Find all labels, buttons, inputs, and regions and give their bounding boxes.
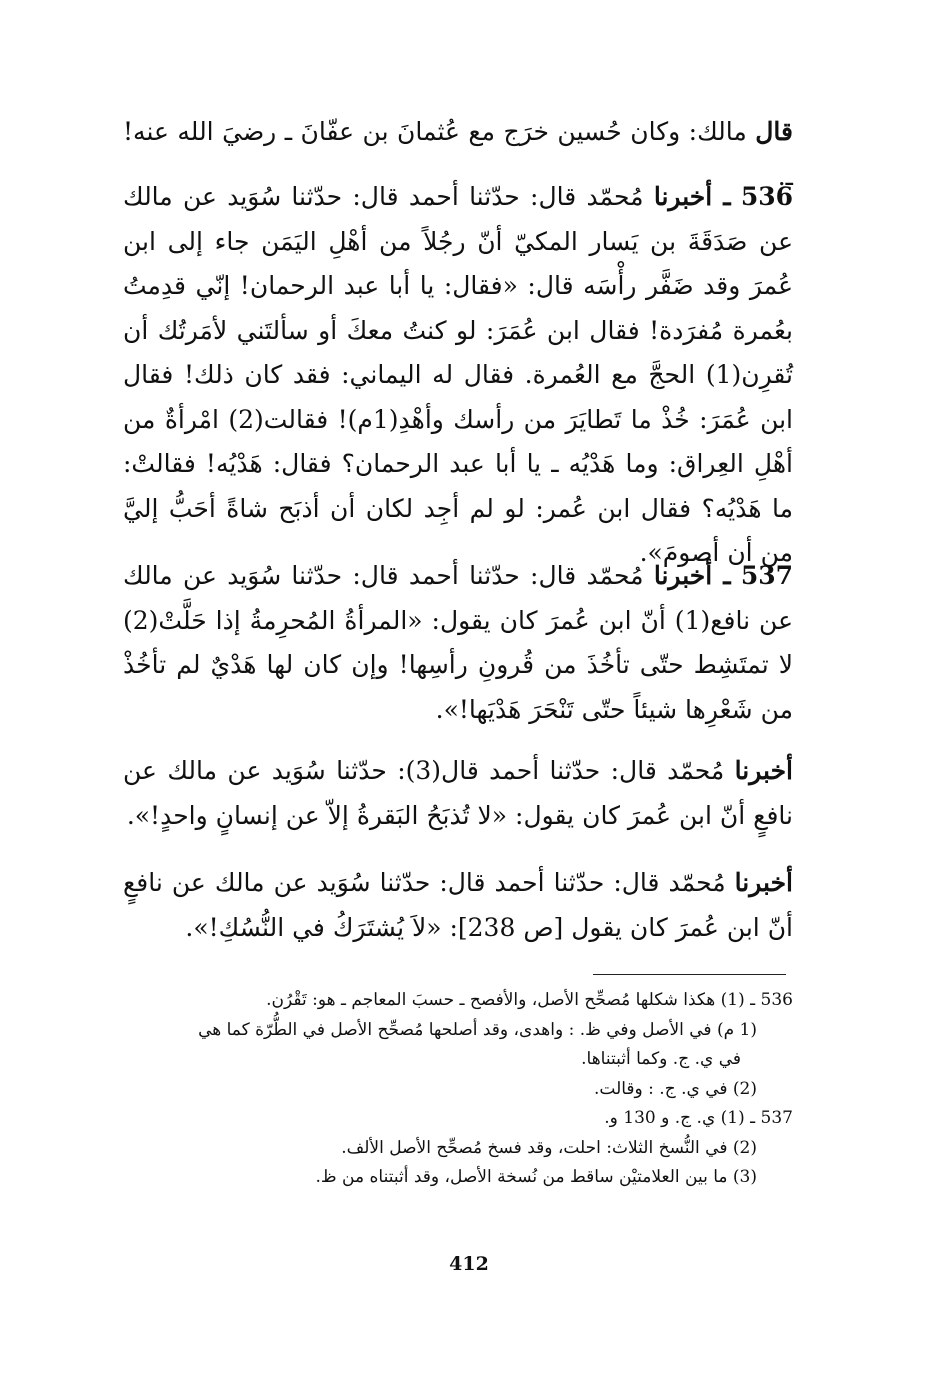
footnote-line: (1 م) في الأصل وفي ظ. : واهدى، وقد أصلحها مُصحِّح الأصل في الطُّرّة كما هي (198, 1019, 757, 1040)
hadith-537-paragraph (123, 554, 793, 732)
hadith-537-text: مُحمّد قال: حدّثنا أحمد قال: حدّثنا سُوَيد عن مالك عن نافع(1) أنّ ابن عُمرَ كان يقول: «المرأةُ المُحرِمةُ إذا حَلَّتْ(2) لا تمتَشِط حتّى تأخُذَ من قُرونِ رأسِها! وإن كان لها هَدْيٌ لم تأخُذْ من شَعْرِها شيئاً حتّى تَنْحَرَ هَدْيَها!». (123, 561, 793, 724)
footnote-separator (593, 974, 786, 975)
hadith-536-paragraph (123, 175, 793, 576)
footnote-line: 537 ـ (1) ي. ج. و 130 و. (604, 1108, 793, 1128)
hadith-b-text: مُحمّد قال: حدّثنا أحمد قال: حدّثنا سُوَيد عن مالك عن نافعٍ أنّ ابن عُمرَ كان يقول [ص 238]: «لاَ يُشتَرَكُ في النُّسُكِ!». (123, 868, 793, 942)
intro-text: مالك: وكان حُسين خرَج مع عُثمانَ بن عفّانَ ـ رضيَ الله عنه! ـ. (123, 117, 793, 191)
footnote-line: (2) في النُّسخ الثلاث: احلت، وقد فسخ مُصحِّح الأصل الألف. (341, 1137, 757, 1158)
footnotes (123, 986, 793, 1193)
hadith-536-lead: ـ أخبرنا (653, 182, 731, 211)
hadith-537-lead: ـ أخبرنا (653, 561, 731, 590)
footnote-line: 536 ـ (1) هكذا شكلها مُصحِّح الأصل، والأفصح ـ حسبَ المعاجم ـ هو: تَقْرُن. (266, 990, 793, 1010)
hadith-a-lead: أخبرنا (734, 756, 793, 785)
hadith-a-text: مُحمّد قال: حدّثنا أحمد قال(3): حدّثنا سُوَيد عن مالك عن نافعٍ أنّ ابن عُمرَ كان يقول: «لا تُذبَحُ البَقرةُ إلاّ عن إنسانٍ واحدٍ!». (123, 756, 793, 830)
hadith-a-paragraph (123, 749, 793, 838)
hadith-537-number: 537 (740, 561, 793, 590)
hadith-536-text: مُحمّد قال: حدّثنا أحمد قال: حدّثنا سُوَيد عن مالك عن صَدَقَةَ بن يَسار المكيّ أنّ رجُلاً من أهْلِ اليَمَن جاء إلى ابن عُمرَ وقد ضَفَّر رأْسَه قال: «فقال: يا أبا عبد الرحمان! إنّي قدِمتُ بعُمرة مُفرَدة! فقال ابن عُمَرَ: لو كنتُ معكَ أو سألتَني لأمَرتُك أن تُقرِن(1) الحجَّ مع العُمرة. فقال له اليماني: فقد كان ذلك! فقال ابن عُمَرَ: خُذْ ما تَطايَرَ من رأسك وأهْدِ(1م)! فقالت(2) امْرأةٌ من أهْلِ العِراق: وما هَدْيُه ـ يا أبا عبد الرحمان؟ فقال: هَدْيُه! فقالتْ: ما هَدْيُه؟ فقال ابن عُمر: لو لم أجِد لكان أن أذبَح شاةً أحَبُّ إليَّ من أن أصومَ». (123, 182, 793, 567)
hadith-b-lead: أخبرنا (734, 868, 793, 897)
page-number: 412 (449, 1253, 489, 1275)
hadith-b-paragraph (123, 861, 793, 950)
footnote-line: (2) في ي. ج. : وقالت. (593, 1078, 757, 1099)
footnote-line: (3) ما بين العلامتيْن ساقط من نُسخة الأصل، وقد أثبتناه من ظ. (315, 1167, 757, 1187)
footnote-line: في ي. ج. وكما أثبتناها. (581, 1049, 741, 1069)
intro-lead: قال (755, 117, 793, 146)
hadith-536-number: 536 (740, 182, 793, 211)
